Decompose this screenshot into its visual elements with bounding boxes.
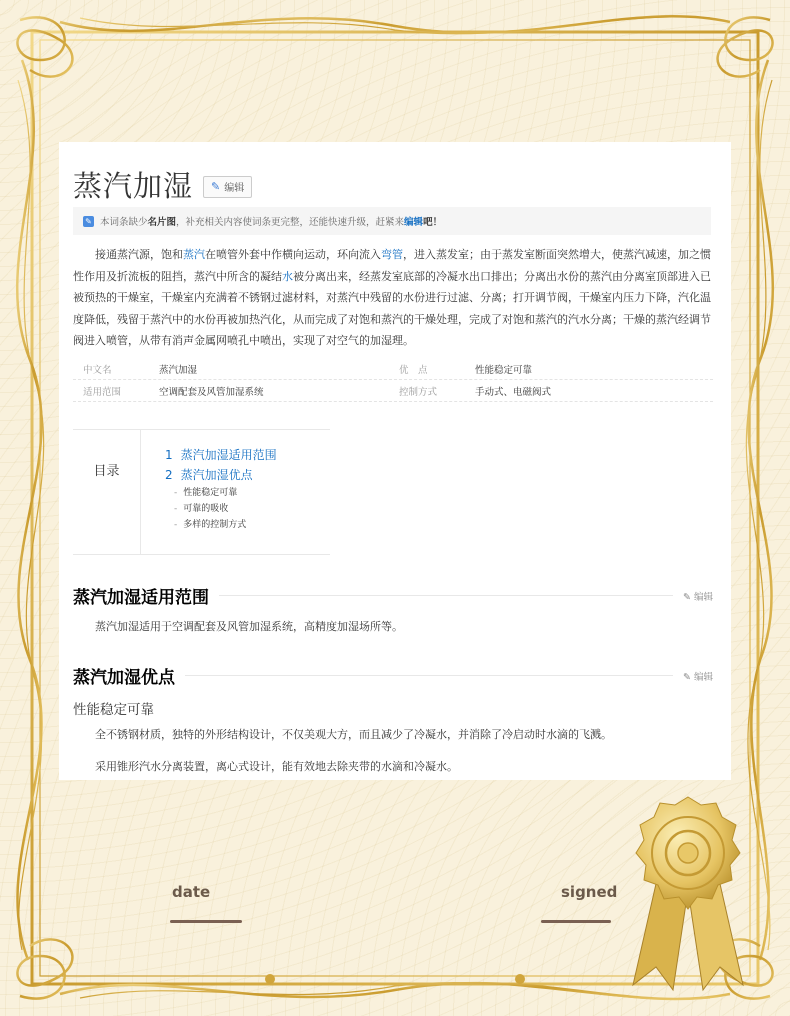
section-paragraph: 采用锥形汽水分离装置，离心式设计，能有效地去除夹带的水滴和冷凝水。	[95, 760, 458, 773]
toc-subitem-text: 多样的控制方式	[183, 520, 247, 530]
toc-item-text: 蒸汽加湿优点	[180, 468, 253, 482]
encyclopedia-entry-card	[59, 142, 731, 780]
section-edit-label: 编辑	[693, 671, 713, 683]
info-key: 适用范围	[83, 386, 122, 398]
toc-subitem[interactable]: - 多样的控制方式	[174, 520, 247, 530]
link-steam[interactable]: 蒸汽	[183, 248, 205, 261]
summary-text: 被分离出来，经蒸发室底部的冷凝水出口排出；分离出水份的蒸汽由分离室顶部进入已被预热的干燥室，干燥室内充满着不锈钢过滤材料，对蒸汽中残留的水份进行过滤、分离；打开调节阀，干燥室内压力下降，汽化温度降低，残留于蒸汽中的水份再被加热汽化，从而完成了对饱和蒸汽的干燥处理，完成了对饱和蒸汽的汽水分离；干燥的蒸汽经调节阀进入喷管，从带有消声金属网喷孔中喷出，实现了对空气的加湿理。	[73, 269, 711, 347]
info-key: 控制方式	[399, 386, 438, 398]
toc-subitem-text: 可靠的吸收	[183, 504, 229, 514]
info-row	[73, 380, 713, 402]
section-title: 蒸汽加湿优点	[73, 668, 175, 688]
section-paragraph: 全不锈钢材质，独特的外形结构设计，不仅美观大方，而且减少了冷凝水，并消除了冷启动时水滴的飞溅。	[95, 728, 612, 741]
toc-number: 2	[165, 468, 173, 482]
section-edit-link[interactable]: ✎ 编辑	[683, 671, 713, 683]
date-line	[170, 920, 242, 923]
info-value: 空调配套及风管加湿系统	[159, 386, 264, 398]
subsection-title: 性能稳定可靠	[73, 702, 154, 718]
section-heading-advantages	[73, 663, 713, 688]
info-key: 优 点	[399, 364, 428, 376]
notice-bold: 名片图	[147, 217, 177, 228]
edit-button[interactable]	[203, 176, 252, 198]
title-row	[73, 164, 252, 205]
page-title: 蒸汽加湿	[73, 169, 194, 203]
summary-text: ，进入蒸发室；由于蒸发室断面突然增大，使蒸汽减速，加之惯性作用及折流板的阻挡，蒸汽中所含的凝结	[73, 248, 711, 283]
section-heading-scope	[73, 583, 713, 608]
toc-label: 目录	[73, 430, 141, 554]
toc-subitem-text: 性能稳定可靠	[183, 488, 238, 498]
signed-label: signed	[561, 883, 618, 901]
signed-line	[541, 920, 611, 923]
table-of-contents	[73, 429, 330, 555]
link-water[interactable]: 水	[282, 269, 293, 283]
missing-image-notice	[73, 207, 711, 235]
gold-seal-icon	[628, 795, 748, 995]
info-value: 性能稳定可靠	[475, 364, 533, 376]
toc-list	[141, 430, 277, 554]
section-edit-label: 编辑	[693, 591, 713, 603]
toc-item-1[interactable]	[165, 445, 277, 465]
summary-text: 在喷管外套中作横向运动，环向流入	[205, 248, 381, 261]
info-value: 手动式、电磁阀式	[475, 386, 552, 398]
edit-button-label: 编辑	[224, 183, 245, 194]
toc-subitem[interactable]: - 性能稳定可靠	[174, 488, 238, 498]
info-key: 中文名	[83, 364, 112, 376]
link-bend-pipe[interactable]: 弯管	[381, 248, 403, 261]
notice-middle: ，补充相关内容使词条更完整，还能快速升级，赶紧来	[176, 217, 405, 228]
notice-edit-link[interactable]: 编辑	[404, 217, 424, 228]
summary-text: 接通蒸汽源，饱和	[95, 248, 183, 261]
pencil-icon: ✎	[211, 180, 221, 193]
basic-info-table	[73, 358, 713, 402]
info-value: 蒸汽加湿	[159, 364, 198, 376]
toc-subitem[interactable]: - 可靠的吸收	[174, 504, 229, 514]
section-edit-link[interactable]: ✎ 编辑	[683, 591, 713, 603]
toc-item-text: 蒸汽加湿适用范围	[180, 448, 277, 462]
summary-paragraph	[73, 244, 713, 352]
section-title: 蒸汽加湿适用范围	[73, 588, 209, 608]
info-row	[73, 358, 713, 380]
toc-number: 1	[165, 448, 173, 462]
section-paragraph: 蒸汽加湿适用于空调配套及风管加湿系统，高精度加湿场所等。	[95, 620, 403, 633]
toc-item-2[interactable]	[165, 465, 277, 485]
notice-prefix: 本词条缺少	[100, 217, 148, 228]
edit-notice-icon: ✎	[83, 216, 94, 227]
notice-suffix: 吧！	[423, 217, 443, 228]
date-label: date	[172, 883, 211, 901]
